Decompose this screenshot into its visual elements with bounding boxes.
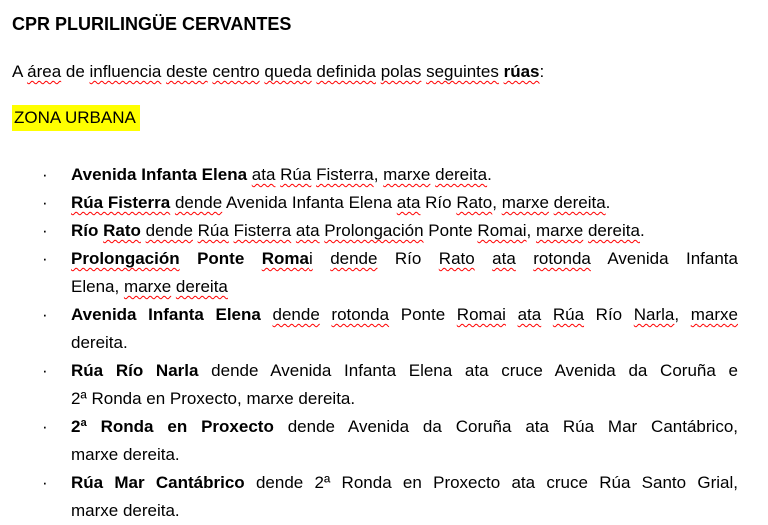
misspelled-word: Rúa xyxy=(197,221,229,240)
misspelled-word: marxe xyxy=(536,221,584,240)
list-item xyxy=(12,189,738,217)
misspelled-word: rúas xyxy=(503,62,540,81)
text-run: , xyxy=(674,305,691,324)
list-item-line xyxy=(71,385,738,413)
misspelled-word: dereita xyxy=(587,221,640,240)
text-run xyxy=(541,305,553,324)
doc-title: CPR PLURILINGÜE CERVANTES xyxy=(12,14,292,34)
misspelled-word: marxe xyxy=(123,277,172,296)
text-run: dereita. xyxy=(71,333,128,352)
misspelled-word: ata xyxy=(517,305,542,324)
list-item xyxy=(12,357,738,413)
misspelled-word: dende xyxy=(272,305,320,324)
text-run xyxy=(244,249,261,268)
misspelled-word: Rúa Fisterra xyxy=(71,193,171,212)
text-run: Avenida Infanta Elena xyxy=(71,305,261,324)
text-run: Rúa Mar Cantábrico xyxy=(71,473,245,492)
bullet-marker: · xyxy=(42,221,48,240)
misspelled-word: ata xyxy=(492,249,516,268)
street-list xyxy=(12,161,738,525)
misspelled-word: seguintes xyxy=(426,62,499,81)
text-run xyxy=(516,249,533,268)
list-item xyxy=(12,161,738,189)
text-run: 2ª Ronda en Proxecto xyxy=(71,417,274,436)
text-run: Río xyxy=(377,249,439,268)
misspelled-word: Fisterra xyxy=(316,165,374,184)
list-item-line xyxy=(71,189,738,217)
misspelled-word: deste xyxy=(166,62,208,81)
list-item xyxy=(12,217,738,245)
misspelled-word: dende xyxy=(174,193,223,212)
text-run: Ponte xyxy=(197,249,245,268)
text-run: , xyxy=(492,193,502,212)
list-item-line xyxy=(71,245,738,273)
text-run xyxy=(475,249,492,268)
misspelled-word: dereita xyxy=(175,277,228,296)
text-run: dende 2ª Ronda en Proxecto ata cruce Rúa Santo Grial, xyxy=(244,473,738,492)
list-item-line xyxy=(71,161,738,189)
misspelled-word: Rato xyxy=(103,221,141,240)
list-item-line xyxy=(71,497,738,525)
misspelled-word: queda xyxy=(264,62,312,81)
misspelled-word: rotonda xyxy=(331,305,390,324)
text-run: dende Avenida Infanta Elena ata cruce Avenida da Coruña e xyxy=(198,361,738,380)
text-run: . xyxy=(639,221,645,240)
list-item-line xyxy=(71,273,738,301)
misspelled-word: Fisterra xyxy=(233,221,292,240)
misspelled-word: Roma xyxy=(261,249,309,268)
list-item xyxy=(12,413,738,469)
misspelled-word: influencia xyxy=(89,62,162,81)
misspelled-word: dende xyxy=(145,221,193,240)
misspelled-word: Romai xyxy=(477,221,527,240)
misspelled-word: i xyxy=(308,249,313,268)
misspelled-word: Rúa xyxy=(552,305,585,324)
text-run: dende Avenida da Coruña ata Rúa Mar Cantábrico, xyxy=(273,417,738,436)
text-run xyxy=(180,249,197,268)
intro-paragraph xyxy=(12,61,738,83)
misspelled-word: marxe xyxy=(690,305,738,324)
misspelled-word: dende xyxy=(330,249,378,268)
list-item xyxy=(12,301,738,357)
list-item-line xyxy=(71,441,738,469)
misspelled-word: marxe xyxy=(383,165,431,184)
misspelled-word: definida xyxy=(316,62,376,81)
misspelled-word: ata xyxy=(295,221,320,240)
misspelled-word: centro xyxy=(212,62,260,81)
text-run: de xyxy=(61,62,90,81)
misspelled-word: marxe xyxy=(501,193,549,212)
list-item xyxy=(12,469,738,525)
misspelled-word: Prolongación xyxy=(71,249,180,268)
bullet-marker: · xyxy=(42,305,48,324)
misspelled-word: rotonda xyxy=(533,249,591,268)
text-run: . xyxy=(487,165,492,184)
text-run: . xyxy=(605,193,611,212)
list-item-line xyxy=(71,413,738,441)
misspelled-word: área xyxy=(27,62,62,81)
misspelled-word: Prolongación xyxy=(324,221,424,240)
text-run: Avenida Infanta Elena xyxy=(71,165,248,184)
misspelled-word: dereita xyxy=(435,165,488,184)
text-run xyxy=(320,305,332,324)
text-run: , xyxy=(373,165,384,184)
bullet-marker: · xyxy=(42,193,48,212)
bullet-marker: · xyxy=(42,417,48,436)
bullet-marker: · xyxy=(42,361,48,380)
text-run: Avenida Infanta xyxy=(590,249,738,268)
list-item-line xyxy=(71,217,738,245)
highlighted-text: ZONA URBANA xyxy=(12,105,140,131)
text-run: Rúa Río Narla xyxy=(71,361,199,380)
bullet-marker: · xyxy=(42,473,48,492)
misspelled-word: Rato xyxy=(456,193,493,212)
text-run: marxe dereita. xyxy=(71,445,180,464)
text-run: , xyxy=(526,221,536,240)
misspelled-word: Rúa xyxy=(280,165,312,184)
text-run: marxe dereita. xyxy=(71,501,180,520)
text-run xyxy=(261,305,273,324)
document-page xyxy=(0,13,768,525)
list-item-line xyxy=(71,301,738,329)
misspelled-word: Narla xyxy=(633,305,675,324)
zone-heading xyxy=(12,105,738,131)
text-run: 2ª Ronda en Proxecto, marxe dereita. xyxy=(71,389,356,408)
bullet-marker: · xyxy=(42,249,48,268)
list-item-line xyxy=(71,329,738,357)
misspelled-word: ata xyxy=(396,193,421,212)
text-run: Río xyxy=(420,193,457,212)
list-item-line xyxy=(71,469,738,497)
misspelled-word: dereita xyxy=(553,193,606,212)
list-item-line xyxy=(71,357,738,385)
text-run: : xyxy=(539,62,545,81)
text-run: Ponte xyxy=(389,305,457,324)
text-run: A xyxy=(12,62,28,81)
bullet-marker: · xyxy=(42,165,48,184)
text-run: Avenida Infanta Elena xyxy=(222,193,397,212)
text-run xyxy=(313,249,330,268)
text-run: Río xyxy=(71,221,104,240)
text-run: Ponte xyxy=(423,221,478,240)
list-item xyxy=(12,245,738,301)
misspelled-word: Romai xyxy=(456,305,506,324)
misspelled-word: Rato xyxy=(438,249,475,268)
misspelled-word: polas xyxy=(380,62,422,81)
text-run: Elena, xyxy=(71,277,124,296)
text-run xyxy=(506,305,518,324)
misspelled-word: ata xyxy=(251,165,276,184)
text-run: Río xyxy=(584,305,634,324)
